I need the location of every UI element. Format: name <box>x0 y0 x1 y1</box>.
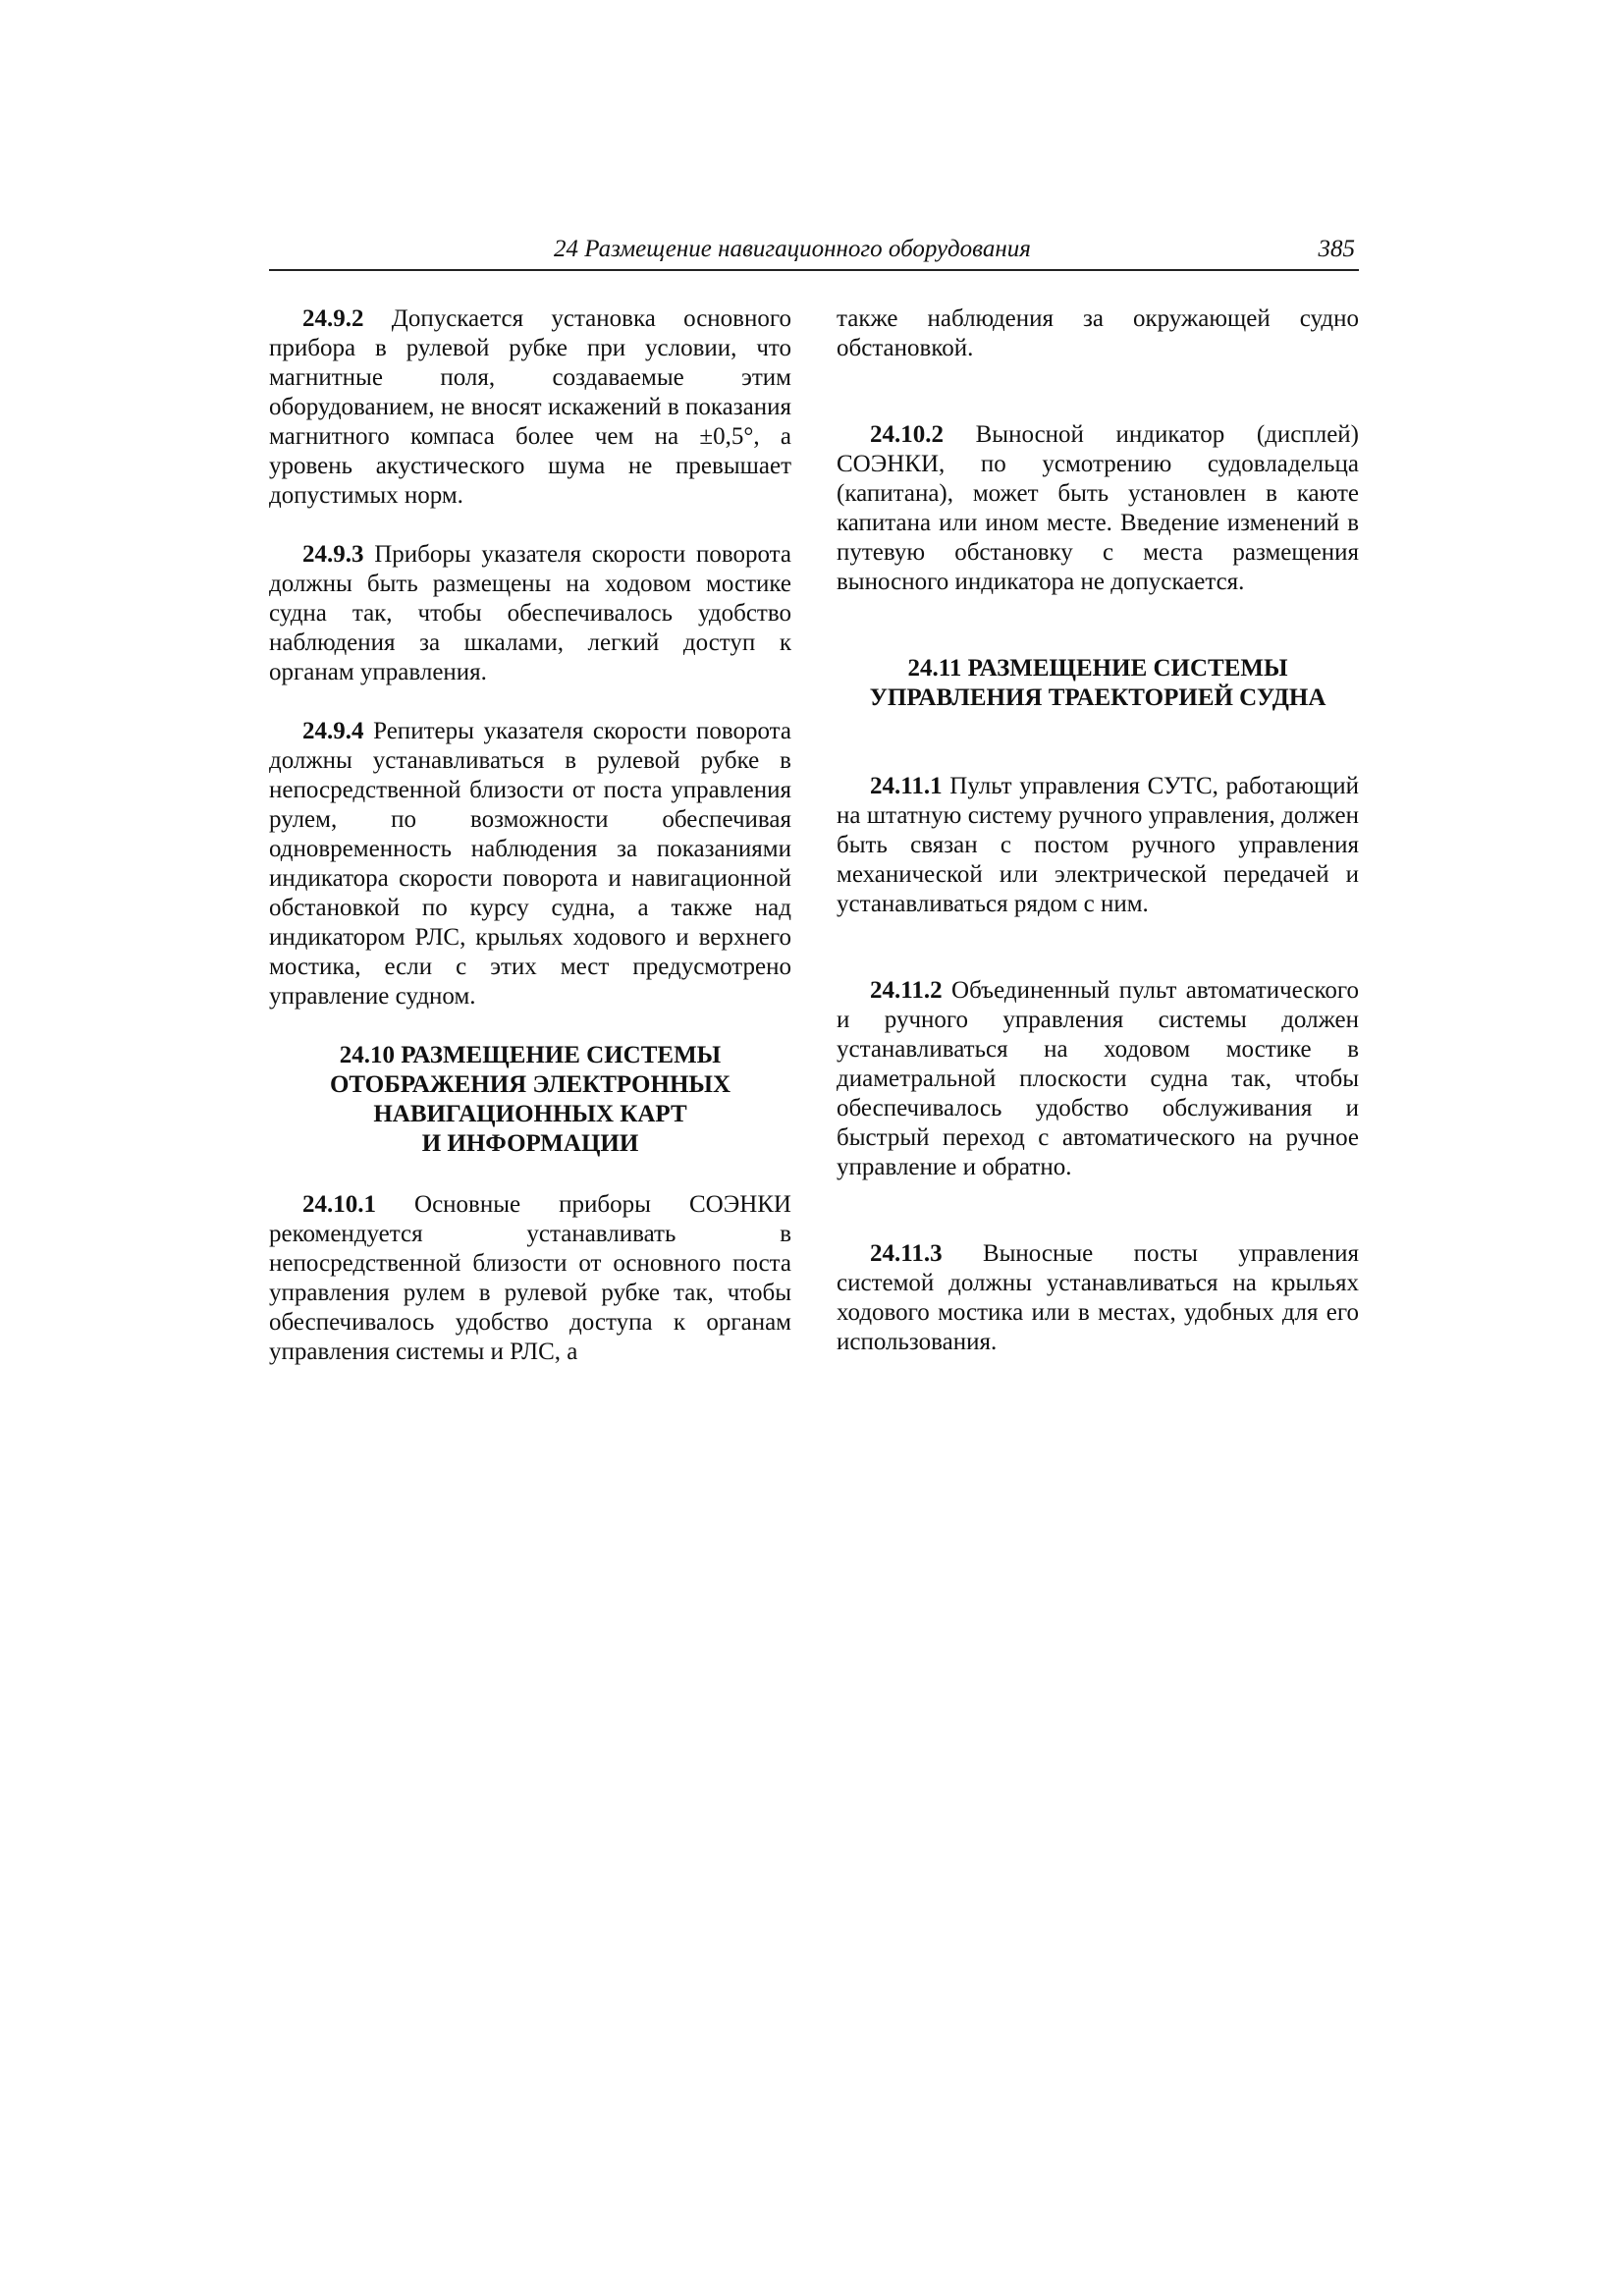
running-title: 24 Размещение навигационного оборудования <box>554 236 1031 262</box>
right-column <box>837 304 1359 1387</box>
paragraph-number: 24.11.2 <box>870 977 943 1004</box>
paragraph-text: Приборы указателя скорости поворота должны быть размещены на ходовом мостике судна так, чтобы обеспечивалось удобство наблюдения за шкалами, легкий доступ к органам управления. <box>269 541 792 685</box>
spacer <box>837 744 1359 772</box>
paragraph-number: 24.9.3 <box>302 541 364 568</box>
heading-line: 24.10 РАЗМЕЩЕНИЕ СИСТЕМЫ <box>339 1042 722 1068</box>
spacer <box>837 627 1359 654</box>
left-column <box>269 304 791 1396</box>
spacer <box>837 1212 1359 1239</box>
document-page <box>269 236 1360 1365</box>
paragraph-number: 24.10.2 <box>870 421 944 448</box>
paragraph-number: 24.11.3 <box>870 1240 943 1267</box>
paragraph-text: Пульт управления СУТС, работающий на штатную систему ручного управления, должен быть связан с постом ручного управления механической или электрической передачей и устанавливаться рядом с ним. <box>837 773 1359 917</box>
paragraph-text: Репитеры указателя скорости поворота должны устанавливаться в рулевой рубке в непосредственной близости от поста управления рулем, по возможности обеспечивая одновременность наблюдения за показаниями индикатора скорости поворота и навигационной обстановкой по курсу судна, а также над индикатором РЛС, крыльях ходового и верхнего мостика, если с этих мест предусмотрено управление судном. <box>269 718 791 1010</box>
running-header <box>269 236 1359 271</box>
page-number: 385 <box>1318 236 1355 262</box>
paragraph-text: Допускается установка основного прибора в рулевой рубке при условии, что магнитные поля, создаваемые этим оборудованием, не вносят искажений в показания магнитного компаса более чем на ±0,5°, а уровень акустического шума не превышает допустимых норм. <box>269 305 791 509</box>
heading-line: ОТОБРАЖЕНИЯ ЭЛЕКТРОННЫХ <box>329 1071 731 1098</box>
paragraph-text: Объединенный пульт автоматического и ручного управления системы должен устанавливаться на ходовом мостике в диаметральной плоскости судна так, чтобы обеспечивалось удобство обслуживания и быстрый переход с автоматического на ручное управление и обратно. <box>837 977 1360 1180</box>
paragraph-text: Выносные посты управления системой должны устанавливаться на крыльях ходового мостика или в местах, удобных для его использования. <box>837 1240 1359 1355</box>
section-heading-24-10 <box>269 1041 791 1159</box>
paragraph-number: 24.11.1 <box>870 773 943 799</box>
paragraph-24-10-2 <box>837 420 1359 597</box>
paragraph-24-10-1-continued: также наблюдения за окружающей судно обстановкой. <box>837 305 1359 361</box>
spacer <box>837 949 1359 976</box>
paragraph-number: 24.9.2 <box>302 305 364 332</box>
paragraph-number: 24.10.1 <box>302 1191 376 1218</box>
section-heading-24-11 <box>837 654 1359 713</box>
paragraph-text: Выносной индикатор (дисплей) СОЭНКИ, по усмотрению судовладельца (капитана), может быть установлен в каюте капитана или ином месте. Введение изменений в путевую обстановку с места размещения выносного индикатора не допускается. <box>837 421 1359 595</box>
paragraph-24-11-3 <box>837 1239 1359 1357</box>
heading-line: НАВИГАЦИОННЫХ КАРТ <box>373 1101 687 1127</box>
paragraph-24-10-1 <box>269 1190 791 1367</box>
heading-line: И ИНФОРМАЦИИ <box>421 1130 639 1157</box>
paragraph-24-9-4 <box>269 717 791 1011</box>
paragraph-24-11-1 <box>837 772 1359 919</box>
paragraph-text: Основные приборы СОЭНКИ рекомендуется устанавливать в непосредственной близости от основного поста управления рулем в рулевой рубке так, чтобы обеспечивалось удобство доступа к органам управления системы и РЛС, а <box>269 1191 791 1365</box>
paragraph-24-9-2 <box>269 304 791 511</box>
heading-line: УПРАВЛЕНИЯ ТРАЕКТОРИЕЙ СУДНА <box>869 684 1326 711</box>
spacer <box>837 393 1359 420</box>
paragraph-number: 24.9.4 <box>302 718 364 744</box>
paragraph-24-11-2 <box>837 976 1359 1182</box>
paragraph-24-9-3 <box>269 540 791 687</box>
heading-line: 24.11 РАЗМЕЩЕНИЕ СИСТЕМЫ <box>907 655 1288 682</box>
